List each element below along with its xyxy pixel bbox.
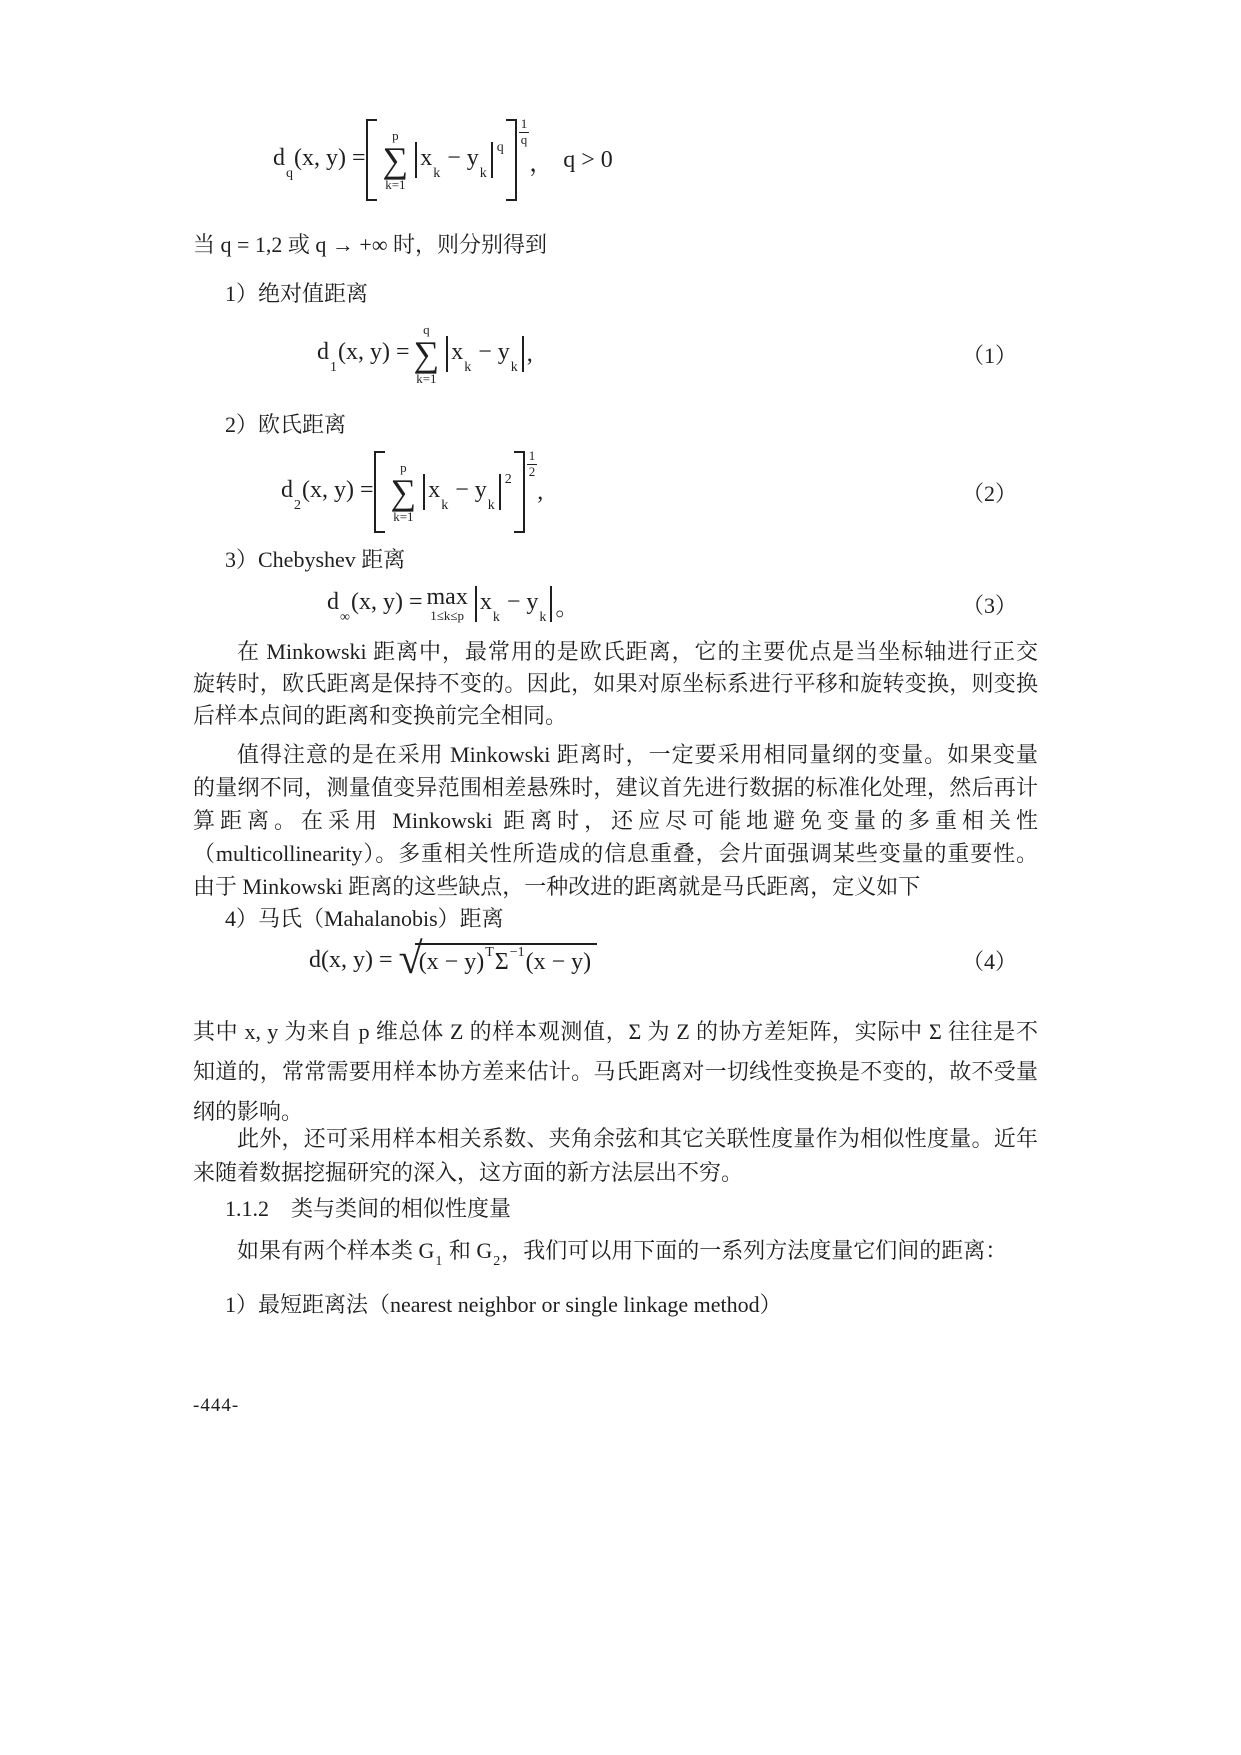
- sum-lower-limit: k=1: [416, 371, 437, 386]
- math-comma: ,: [537, 478, 544, 505]
- bracket-left-icon: [366, 119, 377, 201]
- max-limits: 1≤k≤p: [430, 608, 465, 623]
- math-d-sub: 2: [294, 498, 301, 514]
- math-d-sub: ∞: [340, 610, 350, 626]
- math-operand: [420, 144, 488, 182]
- sigma-icon: ∑: [390, 472, 417, 512]
- text-line: 的量纲不同，测量值变异范围相差悬殊时，建议首先进行数据的标准化处理，然后再计: [193, 775, 1038, 800]
- equation-2-body: [281, 448, 544, 533]
- text-line: 旋转时，欧氏距离是保持不变的。因此，如果对原坐标系进行平移和旋转变换，则变换: [193, 671, 1038, 696]
- math-args: (x, y) =: [350, 588, 423, 615]
- list-item-chebyshev-distance: 3）Chebyshev 距离: [225, 547, 406, 572]
- list-item-nearest-neighbor: 1）最短距离法（nearest neighbor or single linkage method）: [225, 1292, 782, 1317]
- sigma-icon: ∑: [413, 334, 440, 374]
- math-x: x: [451, 338, 464, 365]
- sigma-icon: ∑: [382, 140, 409, 180]
- equation-4-body: [309, 933, 597, 983]
- condition-line: 当 q = 1,2 或 q → +∞ 时，则分别得到: [193, 232, 547, 257]
- math-comma: ,: [526, 340, 533, 367]
- math-period: 。: [555, 594, 580, 621]
- formula-minkowski-body: [273, 116, 613, 201]
- math-args: (x, y) =: [294, 144, 366, 171]
- math-y-sub: k: [510, 360, 518, 376]
- list-item-abs-distance: 1）绝对值距离: [225, 281, 369, 306]
- paragraph-minkowski-caution: [193, 738, 1038, 903]
- radicand: [415, 943, 598, 976]
- equation-number: （4）: [961, 948, 1017, 974]
- sentence-pre: 如果有两个样本类 G: [237, 1238, 435, 1263]
- equation-number: （1）: [961, 342, 1017, 368]
- paragraph-minkowski-rotation: [193, 636, 1038, 732]
- fraction-denominator: q: [520, 132, 528, 147]
- math-args: (x, y) =: [338, 338, 410, 365]
- math-d-sub: 1: [330, 360, 337, 376]
- math-d: d: [327, 588, 339, 615]
- exponent-fraction: [527, 449, 538, 479]
- sum-upper-limit: p: [392, 128, 399, 143]
- math-d: d: [273, 144, 285, 171]
- math-condition: q > 0: [563, 146, 613, 173]
- bracket-right-icon: [514, 451, 525, 533]
- equation-1: [193, 316, 1038, 392]
- formula-lhs: [281, 476, 374, 514]
- formula-lhs: [273, 144, 366, 182]
- bracket-left-icon: [374, 451, 385, 533]
- math-x: x: [428, 476, 441, 503]
- math-d-sub: q: [286, 166, 293, 182]
- abs-bar-icon: [415, 142, 417, 178]
- page-number: -444-: [193, 1395, 240, 1416]
- math-operand: [451, 338, 519, 376]
- math-y: y: [497, 338, 510, 365]
- summation: [414, 323, 440, 385]
- abs-bar-icon: [499, 474, 501, 510]
- fraction-denominator: 2: [528, 464, 536, 479]
- summation: [383, 129, 409, 191]
- equation-2: [193, 447, 1038, 537]
- text-line: 此外，还可采用样本相关系数、夹角余弦和其它关联性度量作为相似性度量。近年: [237, 1126, 1038, 1151]
- paragraph-mahalanobis-note: [193, 1012, 1038, 1132]
- math-operand: [428, 476, 496, 514]
- inverse-sup: −1: [509, 945, 525, 960]
- formula-lhs: [317, 338, 410, 376]
- square-root: [398, 933, 598, 983]
- equation-3-body: [327, 584, 580, 626]
- bracket-right-icon: [506, 119, 517, 201]
- math-y-sub: k: [487, 498, 495, 514]
- math-power: 2: [504, 472, 512, 487]
- sum-upper-limit: p: [400, 460, 407, 475]
- text-line: 由于 Minkowski 距离的这些缺点，一种改进的距离就是马氏距离，定义如下: [193, 874, 921, 899]
- text-line: 值得注意的是在采用 Minkowski 距离时，一定要采用相同量纲的变量。如果变量: [237, 742, 1038, 767]
- list-item-mahalanobis-distance: 4）马氏（Mahalanobis）距离: [225, 906, 504, 931]
- minus-sign: −: [506, 588, 521, 615]
- math-args: (x, y) =: [302, 476, 374, 503]
- equation-number: （2）: [961, 480, 1017, 506]
- math-x-sub: k: [492, 610, 500, 626]
- text-line: 纲的影响。: [193, 1099, 304, 1124]
- text-line: 其中 x, y 为来自 p 维总体 Z 的样本观测值，Σ 为 Z 的协方差矩阵，实际中 Σ 往往是不: [193, 1019, 1038, 1044]
- abs-bar-icon: [446, 336, 448, 372]
- transpose-sup: T: [485, 945, 494, 960]
- math-x: x: [420, 144, 433, 171]
- math-y: y: [466, 144, 479, 171]
- abs-bar-icon: [522, 336, 524, 372]
- math-comma: ，: [529, 150, 554, 177]
- equation-number: （3）: [961, 592, 1017, 618]
- math-vector-diff: (x − y): [418, 948, 485, 975]
- text-line: 来随着数据挖掘研究的深入，这方面的新方法层出不穷。: [193, 1160, 744, 1185]
- text-line: 算距离。在采用 Minkowski 距离时，还应尽可能地避免变量的多重相关性: [193, 808, 1038, 833]
- fraction-numerator: 1: [528, 448, 536, 463]
- math-vector-diff: (x − y): [525, 948, 592, 975]
- text-line: 后样本点间的距离和变换前完全相同。: [193, 703, 568, 728]
- equation-4: [193, 933, 1038, 987]
- math-x-sub: k: [441, 498, 449, 514]
- text-line: 在 Minkowski 距离中，最常用的是欧氏距离，它的主要优点是当坐标轴进行正交: [237, 639, 1038, 664]
- equation-3: [193, 579, 1038, 629]
- exponent-fraction: [519, 117, 530, 147]
- equation-1-body: [317, 323, 533, 385]
- text-line: （multicollinearity）。多重相关性所造成的信息重叠，会片面强调某些变量的重要性。: [193, 841, 1038, 866]
- sum-lower-limit: k=1: [393, 509, 414, 524]
- g2-subscript: 2: [493, 1254, 501, 1269]
- covariance-sigma: Σ: [494, 948, 509, 975]
- minus-sign: −: [455, 476, 469, 503]
- paragraph-other-measures: [193, 1122, 1038, 1190]
- math-x: x: [479, 588, 492, 615]
- sum-lower-limit: k=1: [385, 177, 406, 192]
- radical-icon: √: [398, 933, 423, 983]
- max-label: max: [426, 584, 468, 610]
- sentence-mid: 和 G: [443, 1238, 493, 1263]
- sentence-two-classes: [193, 1234, 1038, 1269]
- math-args: (x, y) =: [321, 946, 393, 973]
- g1-subscript: 1: [435, 1254, 443, 1269]
- abs-bar-icon: [550, 586, 552, 622]
- math-y-sub: k: [479, 166, 487, 182]
- max-operator: [427, 585, 468, 623]
- math-y: y: [526, 588, 539, 615]
- list-item-euclid-distance: 2）欧氏距离: [225, 412, 347, 437]
- formula-lhs: [309, 947, 393, 974]
- math-y: y: [474, 476, 487, 503]
- section-heading-112: 1.1.2 类与类间的相似性度量: [225, 1196, 512, 1221]
- math-x-sub: k: [464, 360, 472, 376]
- math-d: d: [309, 946, 321, 973]
- math-operand: [479, 588, 548, 626]
- fraction-numerator: 1: [520, 116, 528, 131]
- abs-bar-icon: [491, 142, 493, 178]
- sentence-post: ，我们可以用下面的一系列方法度量它们间的距离：: [501, 1238, 1008, 1263]
- formula-lhs: [327, 588, 423, 626]
- math-d: d: [317, 338, 329, 365]
- minus-sign: −: [447, 144, 461, 171]
- sum-upper-limit: q: [423, 322, 430, 337]
- minus-sign: −: [478, 338, 492, 365]
- math-d: d: [281, 476, 293, 503]
- summation: [391, 461, 417, 523]
- text-line: 知道的，常常需要用样本协方差来估计。马氏距离对一切线性变换是不变的，故不受量: [193, 1059, 1038, 1084]
- math-y-sub: k: [539, 610, 547, 626]
- math-x-sub: k: [433, 166, 441, 182]
- math-power: q: [496, 140, 504, 155]
- formula-minkowski: [193, 110, 1038, 210]
- abs-bar-icon: [423, 474, 425, 510]
- abs-bar-icon: [475, 586, 477, 622]
